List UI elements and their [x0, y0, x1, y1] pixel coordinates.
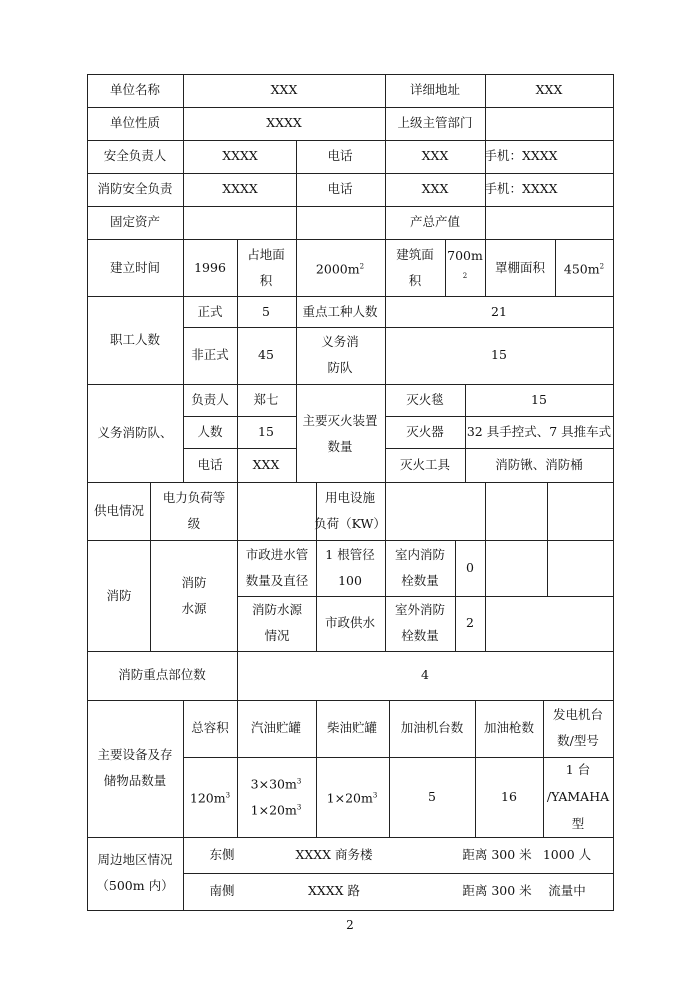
east-direction: 东侧: [209, 847, 235, 862]
key-workers-label: 重点工种人数: [302, 304, 378, 319]
output-value-label: 产总产值: [409, 214, 461, 229]
canopy-area-value: $450m^2$: [563, 261, 605, 277]
water-condition-label: 消防水源: [251, 602, 303, 617]
pump-count-value: 5: [428, 789, 436, 804]
inlet-pipe-label: 数量及直径: [245, 573, 309, 588]
formal-label: 正式: [197, 304, 223, 319]
staff-count-label: 职工人数: [109, 332, 161, 347]
south-distance: 距离 300 米: [462, 883, 532, 898]
phone-label: 电话: [327, 181, 353, 196]
fixed-assets-label: 固定资产: [109, 214, 161, 229]
gasoline-tank-value: $3\times 30m^3$: [250, 776, 302, 792]
volunteer-team-label: 防队: [327, 360, 353, 375]
key-workers-value: 21: [491, 304, 507, 319]
leader-value: 郑七: [253, 392, 279, 407]
outdoor-hydrant-label: 室外消防: [394, 602, 446, 617]
inlet-pipe-label: 市政进水管: [245, 547, 309, 562]
inlet-pipe-value: 1 根管径: [325, 547, 375, 562]
fire-section-label: 消防: [106, 588, 132, 603]
equipment-label: 主要灭火装置: [302, 413, 378, 428]
extinguisher-value: 32 具手控式、7 具推车式: [466, 424, 612, 439]
extinguisher-label: 灭火器: [406, 424, 444, 439]
generator-value: /YAMAHA: [546, 789, 610, 804]
land-area-label: 积: [259, 273, 273, 288]
water-source-label: 消防: [181, 575, 207, 590]
fire-tools-value: 消防锹、消防桶: [495, 457, 583, 472]
total-capacity-header: 总容积: [191, 720, 229, 735]
water-condition-value: 市政供水: [324, 615, 376, 630]
diesel-tank-value: $1\times 20m^3$: [326, 790, 378, 806]
pump-count-header: 加油机台数: [400, 720, 464, 735]
facility-load-label: 负荷（KW）: [314, 516, 386, 531]
indoor-hydrant-label: 栓数量: [401, 573, 439, 588]
nozzle-count-value: 16: [501, 789, 517, 804]
diesel-tank-header: 柴油贮罐: [326, 720, 378, 735]
generator-header: 发电机台: [552, 707, 604, 722]
page-number: 2: [346, 918, 354, 932]
gasoline-tank-header: 汽油贮罐: [250, 720, 302, 735]
east-building: XXXX 商务楼: [295, 847, 373, 862]
leader-label: 负责人: [191, 392, 229, 407]
south-direction: 南侧: [209, 883, 235, 898]
nature-label: 单位性质: [109, 115, 161, 130]
indoor-hydrant-value: 0: [466, 560, 474, 575]
outdoor-hydrant-label: 栓数量: [401, 628, 439, 643]
building-area-label: 建筑面: [396, 247, 434, 262]
total-capacity-value: $120m^3$: [189, 790, 231, 806]
surroundings-label: 周边地区情况: [97, 852, 173, 867]
safety-head-label: 安全负责人: [103, 148, 167, 163]
member-count-label: 人数: [197, 424, 223, 439]
phone-value: XXX: [421, 148, 449, 163]
power-load-level-label: 电力负荷等: [162, 490, 226, 505]
mobile-value: 手机：XXXX: [484, 148, 558, 163]
indoor-hydrant-label: 室内消防: [394, 547, 446, 562]
gasoline-tank-value: $1\times 20m^3$: [250, 802, 302, 818]
power-supply-label: 供电情况: [93, 503, 145, 518]
built-time-label: 建立时间: [109, 260, 161, 275]
address-value: XXX: [535, 82, 563, 97]
fire-blanket-label: 灭火毯: [406, 392, 444, 407]
unit-name-value: XXX: [270, 82, 298, 97]
building-area-label: 积: [408, 273, 422, 288]
inlet-pipe-value: 100: [338, 573, 362, 588]
brigade-label: 义务消防队、: [97, 425, 173, 440]
member-count-value: 15: [258, 424, 274, 439]
superior-label: 上级主管部门: [397, 115, 473, 130]
equipment-storage-label: 主要设备及存: [97, 747, 173, 762]
power-load-level-label: 级: [187, 516, 201, 531]
surroundings-label: （500m 内）: [96, 878, 174, 893]
generator-header: 数/型号: [557, 733, 599, 748]
key-parts-value: 4: [421, 667, 429, 682]
land-area-label: 占地面: [247, 247, 285, 262]
nature-value: XXXX: [266, 115, 302, 130]
nozzle-count-header: 加油枪数: [483, 720, 535, 735]
east-distance: 距离 300 米: [462, 847, 532, 862]
safety-head-value: XXXX: [222, 148, 258, 163]
fire-tools-label: 灭火工具: [399, 457, 451, 472]
unit-name-label: 单位名称: [109, 82, 161, 97]
land-area-value: $2000m^2$: [315, 261, 365, 277]
phone-value: XXX: [421, 181, 449, 196]
facility-load-label: 用电设施: [324, 490, 376, 505]
south-road: XXXX 路: [307, 883, 361, 898]
key-parts-label: 消防重点部位数: [118, 667, 206, 682]
brigade-phone-value: XXX: [252, 457, 280, 472]
volunteer-team-label: 义务消: [321, 334, 359, 349]
mobile-value: 手机：XXXX: [484, 181, 558, 196]
volunteer-team-value: 15: [491, 347, 507, 362]
generator-value: 1 台: [565, 762, 591, 777]
fire-safety-head-value: XXXX: [222, 181, 258, 196]
brigade-phone-label: 电话: [197, 457, 223, 472]
generator-value: 型: [571, 816, 585, 831]
east-info: 1000 人: [542, 847, 592, 862]
equipment-label: 数量: [327, 439, 353, 454]
phone-label: 电话: [327, 148, 353, 163]
building-area-unit: 2: [462, 272, 468, 280]
fire-blanket-value: 15: [531, 392, 547, 407]
fire-safety-head-label: 消防安全负责: [97, 181, 173, 196]
outdoor-hydrant-value: 2: [466, 615, 474, 630]
water-source-label: 水源: [181, 601, 207, 616]
equipment-storage-label: 储物品数量: [103, 773, 167, 788]
built-time-value: 1996: [194, 260, 226, 275]
formal-value: 5: [262, 304, 270, 319]
address-label: 详细地址: [409, 82, 461, 97]
building-area-value: 700m: [447, 248, 483, 263]
canopy-area-label: 罩棚面积: [494, 260, 546, 275]
water-condition-label: 情况: [264, 628, 290, 643]
south-info: 流量中: [548, 883, 586, 898]
informal-label: 非正式: [191, 347, 229, 362]
informal-value: 45: [258, 347, 274, 362]
